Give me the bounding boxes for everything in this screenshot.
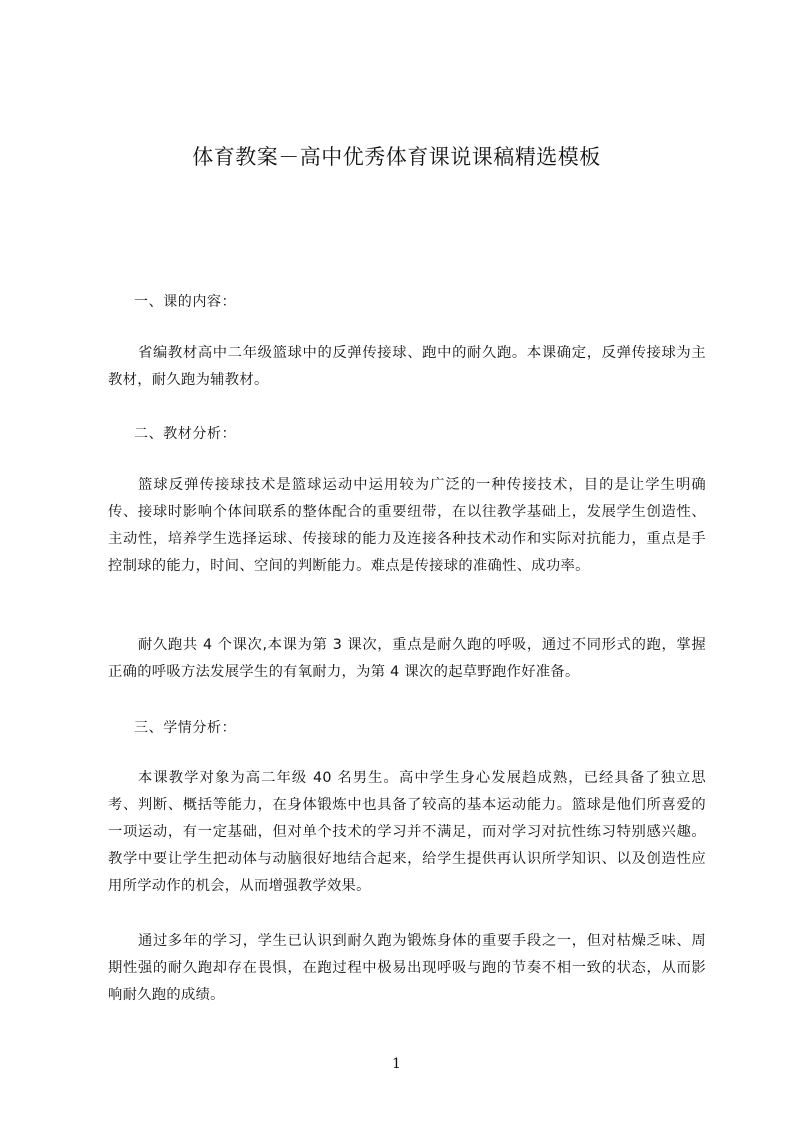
section-heading-content: 一、课的内容： <box>134 294 237 310</box>
paragraph-learner-analysis: 本课教学对象为高二年级 40 名男生。高中学生身心发展趋成熟，已经具备了独立思考、判断、概括等能力，在身体锻炼中也具备了较高的基本运动能力。篮球是他们所喜爱的一项运动，有一定基础，但对单个技术的学习并不满足，而对学习对抗性练习特别感兴趣。教学中要让学生把动体与动脑很好地结合起来，给学生提供再认识所学知识、以及创造性应用所学动作的机会，从而增强教学效果。 <box>108 770 706 894</box>
page-number: 1 <box>392 1056 401 1072</box>
paragraph-basketball-analysis: 篮球反弹传接球技术是篮球运动中运用较为广泛的一种传接技术，目的是让学生明确传、接球时影响个体间联系的整体配合的重要纽带，在以往教学基础上，发展学生创造性、主动性，培养学生选择运球、传接球的能力及连接各种技术动作和实际对抗能力，重点是手控制球的能力，时间、空间的判断能力。难点是传接球的准确性、成功率。 <box>108 477 706 574</box>
paragraph-content: 省编教材高中二年级篮球中的反弹传接球、跑中的耐久跑。本课确定，反弹传接球为主教材，耐久跑为辅教材。 <box>108 345 706 388</box>
section-heading-learner: 三、学情分析： <box>134 720 237 736</box>
paragraph-endurance-run: 耐久跑共 4 个课次,本课为第 3 课次，重点是耐久跑的呼吸，通过不同形式的跑，掌握正确的呼吸方法发展学生的有氧耐力，为第 4 课次的起草野跑作好准备。 <box>108 637 706 680</box>
document-title: 体育教案－高中优秀体育课说课稿精选模板 <box>192 145 601 169</box>
section-heading-analysis: 二、教材分析： <box>134 426 237 442</box>
paragraph-learner-endurance: 通过多年的学习，学生已认识到耐久跑为锻炼身体的重要手段之一，但对枯燥乏味、周期性强的耐久跑却存在畏惧，在跑过程中极易出现呼吸与跑的节奏不相一致的状态，从而影响耐久跑的成绩。 <box>108 933 706 1003</box>
